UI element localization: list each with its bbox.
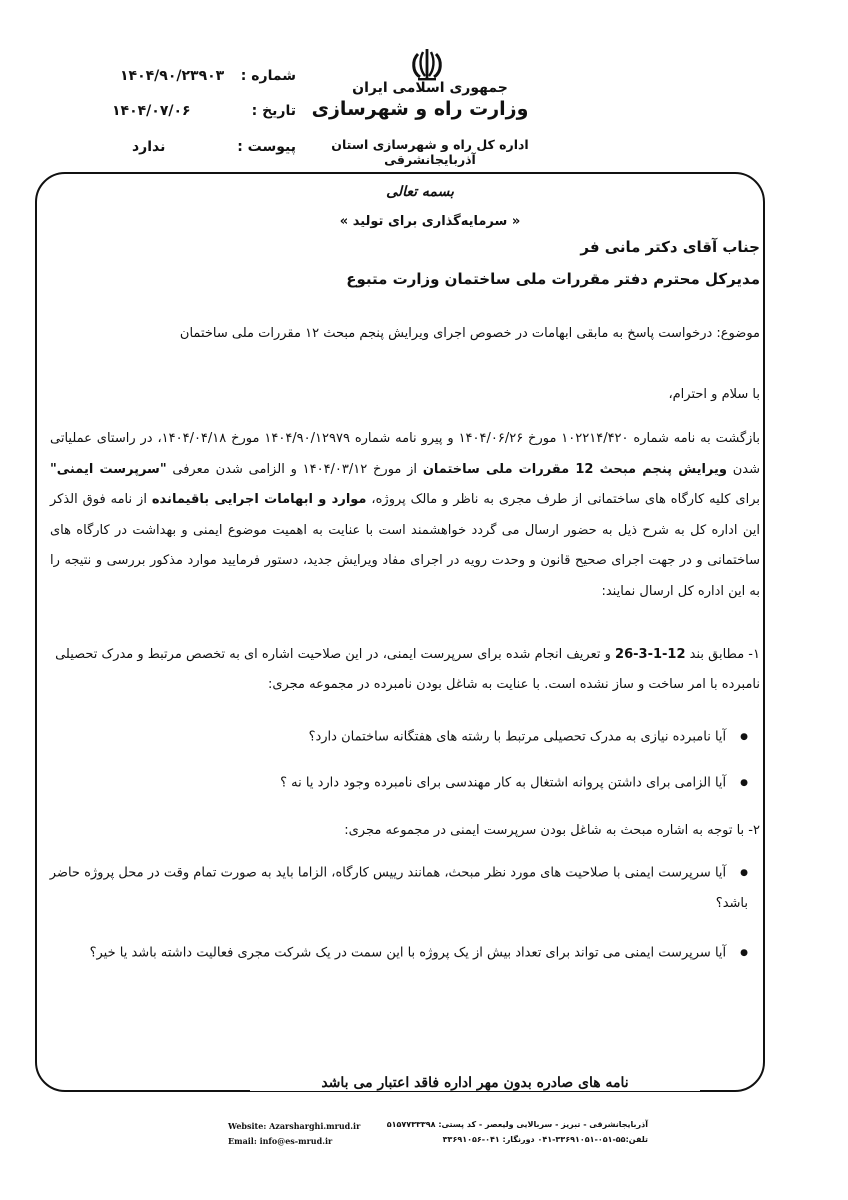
item-1-prefix: ۱- مطابق بند <box>685 647 760 662</box>
year-slogan: « سرمایه‌گذاری برای تولید » <box>339 214 521 229</box>
question-bullet: ● آیا نامبرده نیازی به مدرک تحصیلی مرتبط با رشته های هفتگانه ساختمان دارد؟ <box>48 722 748 753</box>
ministry-title: وزارت راه و شهرسازی <box>311 98 529 120</box>
letter-date-label: تاریخ : <box>251 103 296 119</box>
clause-number: 26-3-1-12 <box>615 647 686 662</box>
item-1-text: و تعریف انجام شده برای سرپرست ایمنی، در این صلاحیت اشاره ای به تخصص مرتبط و مدرک تحصیلی نامبرده با امر ساخت و ساز نشده است. با عنایت به شاغل بودن نامبرده در مجموعه مجری: <box>55 647 760 692</box>
recipient-title: مدیرکل محترم دفتر مقررات ملی ساختمان وزارت متبوع <box>346 270 760 288</box>
republic-title: جمهوری اسلامی ایران <box>352 80 508 96</box>
bismillah: بسمه تعالی <box>386 184 454 200</box>
body-emphasis: ویرایش پنجم مبحث 12 مقررات ملی ساختمان <box>422 461 727 477</box>
recipient-name: جناب آقای دکتر مانی فر <box>580 238 760 256</box>
greeting: با سلام و احترام، <box>668 387 760 402</box>
letter-date-value: ۱۴۰۴/۰۷/۰۶ <box>112 103 191 119</box>
body-emphasis: موارد و ابهامات اجرایی باقیمانده <box>151 492 367 508</box>
iran-emblem-icon <box>410 46 444 82</box>
item-2: ۲- با توجه به اشاره مبحث به شاغل بودن سرپرست ایمنی در مجموعه مجری: <box>344 823 760 838</box>
letter-number-value: ۱۴۰۴/۹۰/۲۳۹۰۳ <box>120 68 225 84</box>
body-text: از نامه فوق الذکر این اداره کل به شرح ذیل به حضور ارسال می گردد خواهشمند است با عنایت به اهمیت موضوع ایمنی و بهداشت در کارگاه های ساختمانی و در جهت اجرای صحیح قانون و وحدت رویه در اجرای مفاد ویرایش جدید، دستور فرمایید موارد مذکور بررسی و نتیجه را به این اداره کل ارسال نمایند: <box>50 492 760 599</box>
question-bullet: ● آیا سرپرست ایمنی با صلاحیت های مورد نظر مبحث، همانند رییس کارگاه، الزاما باید به صورت تمام وقت در محل پروژه حاضر باشد؟ <box>48 858 748 919</box>
office-title: اداره کل راه و شهرسازی استان آذربایجانشرقی <box>331 137 529 167</box>
question-bullet: ● آیا سرپرست ایمنی می تواند برای تعداد بیش از یک پروژه با این سمت در یک شرکت مجری فعالیت داشته باشد یا خیر؟ <box>48 938 748 969</box>
body-text: بازگشت به نامه شماره ۱۰۲۲۱۴/۴۲۰ مورخ ۱۴۰۴/۰۶/۲۶ و پیرو نامه شماره ۱۴۰۴/۹۰/۱۲۹۷۹ مورخ ۱۴۰۴/۰۴/۱۸، در راستای عملیاتی شدن <box>50 431 760 477</box>
body-text: از مورخ ۱۴۰۴/۰۳/۱۲ و الزامی شدن معرفی <box>166 461 423 477</box>
body-text: برای کلیه کارگاه های ساختمانی از طرف مجری به ناظر و مالک پروژه، <box>366 492 760 508</box>
footer-address: آذربایجانشرقی - تبریز - سربالایی ولیعصر - کد پستی: ۵۱۵۷۷۳۳۳۹۸ <box>386 1120 648 1129</box>
attachment-value: ندارد <box>132 139 166 155</box>
footer-email-link[interactable]: Email: info@es-mrud.ir <box>228 1136 333 1146</box>
footer-website-link[interactable]: Website: Azarsharghi.mrud.ir <box>228 1121 361 1131</box>
attachment-label: پیوست : <box>237 139 296 155</box>
footer-stamp-notice: نامه های صادره بدون مهر اداره فاقد اعتبار می باشد <box>250 1075 700 1091</box>
body-paragraph <box>50 424 760 608</box>
question-bullet: ● آیا الزامی برای داشتن پروانه اشتغال به کار مهندسی برای نامبرده وجود دارد یا نه ؟ <box>48 768 748 799</box>
footer-phones: تلفن:۵۵-۰۵۱-۳۳۶۹۱۰۵۱-۰۴۱ دورنگار: ۰۴۱-۳۳۶۹۱۰۵۶ <box>442 1135 648 1144</box>
letter-number-label: شماره : <box>240 68 296 84</box>
item-1 <box>40 640 760 700</box>
body-emphasis: "سرپرست ایمنی" <box>50 461 167 477</box>
letter-subject: موضوع: درخواست پاسخ به مابقی ابهامات در خصوص اجرای ویرایش پنجم مبحث ۱۲ مقررات ملی ساختمان <box>179 326 760 341</box>
